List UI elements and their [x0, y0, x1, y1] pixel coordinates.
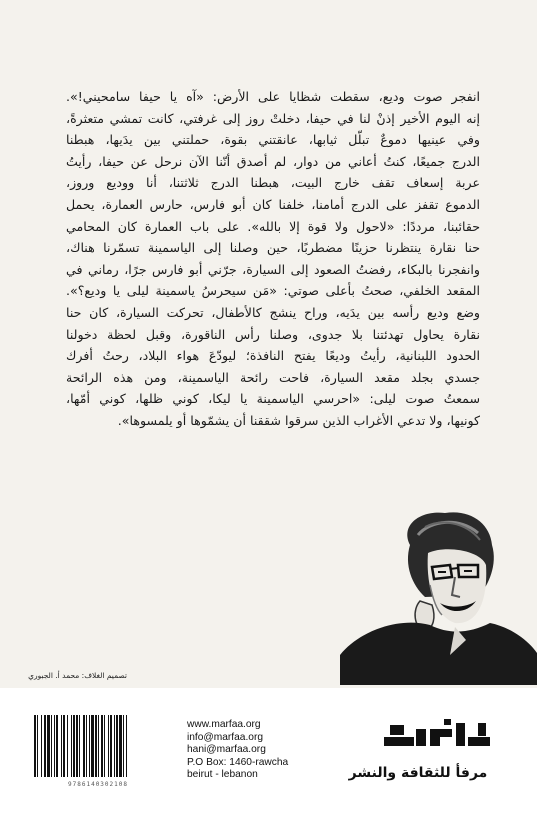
body-text-line: انفجر صوت وديع، سقطت شظايا على الأرض: «آه يا حيفا سامحيني!». — [66, 89, 480, 104]
barcode-bar — [56, 715, 58, 777]
barcode-number: 9786140302108 — [68, 781, 128, 788]
barcode-bar — [108, 715, 109, 777]
barcode-bar — [41, 715, 42, 777]
barcode-bar — [61, 715, 62, 777]
barcode-bar — [95, 715, 97, 777]
body-text-line: حقائبنا، مرددًا: «لاحول ولا قوة إلا بالله». على باب العمارة كان المحامي — [66, 218, 480, 234]
barcode-bar — [63, 715, 65, 777]
body-text-line: وانفجرنا بالبكاء، رفضتُ الصعود إلى السيارة، جرّني أبو فارس جرًا، رماني في — [66, 261, 480, 277]
publisher-tagline: مرفأ للثقافة والنشر — [348, 765, 488, 781]
city: beirut - lebanon — [187, 769, 258, 781]
barcode-bar — [114, 715, 115, 777]
body-text-line: وضع وديع رأسه بين يدَيه، وراح ينشج كالأطفال، تحركت السيارة، كان حنا — [66, 304, 480, 320]
barcode-bar — [86, 715, 87, 777]
body-text — [66, 86, 480, 432]
barcode-bar — [116, 715, 118, 777]
barcode-bar — [98, 715, 99, 777]
barcode-bar — [83, 715, 85, 777]
barcode-bar — [34, 715, 36, 777]
info-email[interactable]: info@marfaa.org — [187, 731, 264, 743]
barcode-bar — [110, 715, 112, 777]
barcode-bar — [79, 715, 80, 777]
po-box: P.O Box: 1460-rawcha — [187, 756, 289, 768]
barcode-bar — [101, 715, 103, 777]
barcode-bar — [91, 715, 94, 777]
barcode-bar — [44, 715, 46, 777]
body-text-line: إنه اليوم الأخير إذنْ لنا في حيفا، دخلتْ روز إلى غرفتي، كانت تمشي متعثرةً، — [66, 110, 480, 126]
body-text-line: وفي عينيها دموعٌ تبلّل ثيابها، عانقتني بقوة، حملتني بين يدَيها، هبطنا — [66, 132, 480, 148]
barcode — [30, 713, 165, 779]
barcode-bar — [104, 715, 105, 777]
barcode-bar — [126, 715, 127, 777]
publisher-logo — [382, 715, 492, 753]
body-text-line: جسدي بجلد مقعد السيارة، فاحت رائحة الياسمينة، ومن هذه الرائحة — [66, 369, 480, 385]
barcode-bar — [67, 715, 68, 777]
author-portrait — [340, 505, 537, 685]
body-text-line: الدرج جميعًا، كنتُ أعاني من دوار، لم أصدق أنّنا الآن نرحل عن حيفا، رأيتُ — [66, 153, 480, 169]
barcode-bar — [51, 715, 52, 777]
hani-email[interactable]: hani@marfaa.org — [187, 744, 266, 756]
body-text-line: حنا نقارة ينتظرنا حزينًا مضطربًا، حين وصلنا إلى الياسمينة تسمّرنا هناك، — [66, 240, 480, 256]
body-text-line: المقعد الخلفي، صحتُ بأعلى صوتي: «مَن سيحرسُ ياسمينة ليلى يا وديع؟». — [66, 283, 480, 299]
barcode-bar — [54, 715, 55, 777]
cover-design-credit: تصميم الغلاف: محمد أ. الجبوري — [28, 671, 127, 680]
publisher-contacts — [187, 719, 288, 782]
body-text-line: كونيها، ولا تدعي الأغراب الذين سرقوا شققنا أن يشمّوها أو يلمسوها». — [117, 412, 480, 428]
barcode-bar — [89, 715, 90, 777]
barcode-bar — [123, 715, 124, 777]
body-text-line: عربة إسعاف تقف خارج البيت، هبطنا الدرج ثلاثتنا، أنا ووديع وروز، — [66, 175, 480, 191]
website-link[interactable]: www.marfaa.org — [187, 719, 261, 730]
body-text-line: الحدود اللبنانية، رأيتُ وديعًا يفتح النافذة؛ ليودّعَ هواء البلاد، رحتُ أفرك — [66, 348, 480, 364]
barcode-bar — [73, 715, 75, 777]
barcode-bar — [47, 715, 50, 777]
body-text-line: سمعتُ صوت ليلى: «احرسي الياسمينة يا ليكا، كوني ظلها، كوني أمّها، — [66, 391, 480, 407]
barcode-bar — [71, 715, 72, 777]
barcode-bar — [76, 715, 78, 777]
barcode-bar — [119, 715, 122, 777]
barcode-bar — [37, 715, 38, 777]
body-text-line: نقارة يحاول تهدئتنا بلا جدوى، وصلنا رأس الناقورة، وقبل لحظة دخولنا — [66, 326, 480, 342]
body-text-line: الدموع تقفز على الدرج أمامنا، خلفنا كان أبو فارس، حارس العمارة، يحمل — [66, 196, 480, 212]
